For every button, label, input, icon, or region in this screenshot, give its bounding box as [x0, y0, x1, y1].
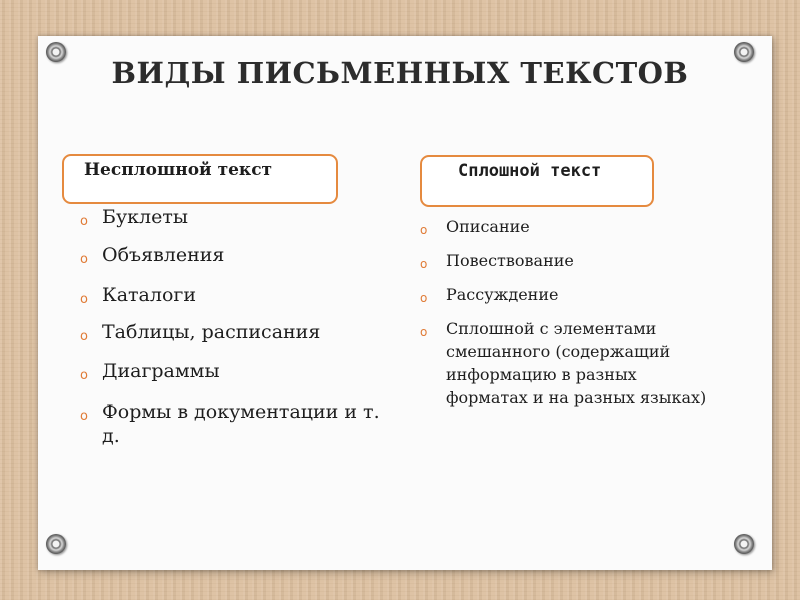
list-item — [80, 205, 400, 229]
bullet-icon: o — [80, 368, 88, 383]
bullet-icon: o — [80, 252, 88, 267]
list-item-label: Буклеты — [102, 206, 188, 228]
push-pin-icon-bottom-right — [734, 534, 754, 554]
list-item — [80, 243, 400, 267]
list-item-label: Формы в документации и т. д. — [102, 401, 380, 447]
list-item-label: Объявления — [102, 244, 225, 266]
bullet-icon: o — [420, 257, 428, 271]
bullet-icon: o — [420, 291, 428, 305]
bullet-icon: o — [80, 292, 88, 307]
list-item — [80, 400, 392, 448]
list-item — [420, 249, 720, 272]
list-item — [420, 215, 720, 238]
list-item — [80, 320, 400, 344]
bullet-icon: o — [80, 329, 88, 344]
right-header-label: Сплошной текст — [458, 161, 602, 181]
bullet-icon: o — [420, 223, 428, 237]
list-item-label: Описание — [446, 217, 530, 236]
list-item-label: Рассуждение — [446, 285, 559, 304]
bullet-icon: o — [80, 409, 88, 424]
bullet-icon: o — [80, 214, 88, 229]
left-header-label: Несплошной текст — [84, 160, 273, 180]
list-item — [80, 283, 400, 307]
list-item — [80, 359, 400, 383]
list-item — [420, 317, 714, 409]
right-item-list — [420, 215, 720, 420]
left-item-list — [80, 205, 400, 448]
bullet-icon: o — [420, 325, 428, 339]
list-item-label: Сплошной с элементами смешанного (содержащий информацию в разных форматах и на разных языках) — [446, 319, 707, 407]
slide-title: ВИДЫ ПИСЬМЕННЫХ ТЕКСТОВ — [111, 56, 689, 90]
list-item — [420, 283, 720, 306]
push-pin-icon-bottom-left — [46, 534, 66, 554]
list-item-label: Каталоги — [102, 284, 196, 306]
list-item-label: Повествование — [446, 251, 574, 270]
list-item-label: Диаграммы — [102, 360, 220, 382]
list-item-label: Таблицы, расписания — [102, 321, 321, 343]
